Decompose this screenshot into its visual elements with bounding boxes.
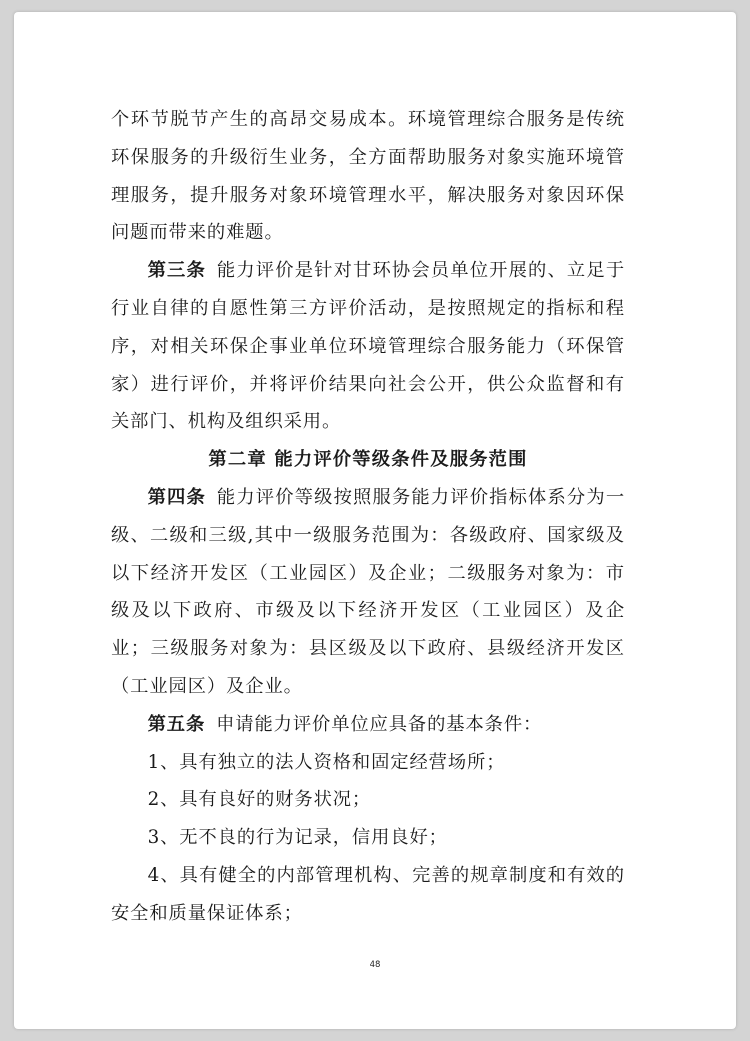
article-4-text: 能力评价等级按照服务能力评价指标体系分为一级、二级和三级,其中一级服务范围为：各级政府、国家级及以下经济开发区（工业园区）及企业；二级服务对象为：市级及以下政府、市级及以下经济开发区（工业园区）及企业；三级服务对象为：县区级及以下政府、县级经济开发区（工业园区）及企业。 [111, 486, 625, 697]
chapter-2-title: 第二章 能力评价等级条件及服务范围 [208, 449, 528, 471]
article-3-label: 第三条 [147, 260, 206, 282]
article-3 [111, 252, 625, 441]
article-4 [111, 479, 625, 706]
article-4-label: 第四条 [147, 486, 206, 508]
page-number: 48 [369, 960, 381, 970]
article-5-item: 3、无不良的行为记录，信用良好； [147, 827, 448, 849]
intro-paragraph: 个环节脱节产生的高昂交易成本。环境管理综合服务是传统环保服务的升级衍生业务，全方面帮助服务对象实施环境管理服务，提升服务对象环境管理水平，解决服务对象因环保问题而带来的难题。 [111, 109, 625, 244]
article-5-text: 申请能力评价单位应具备的基本条件： [216, 713, 543, 735]
article-5-item: 4、具有健全的内部管理机构、完善的规章制度和有效的安全和质量保证体系； [111, 864, 625, 924]
article-3-text: 能力评价是针对甘环协会员单位开展的、立足于行业自律的自愿性第三方评价活动，是按照规定的指标和程序，对相关环保企事业单位环境管理综合服务能力（环保管家）进行评价，并将评价结果向社会公开，供公众监督和有关部门、机构及组织采用。 [111, 260, 625, 433]
article-5-label: 第五条 [147, 713, 206, 735]
document-body [111, 101, 625, 933]
article-5-item: 1、具有独立的法人资格和固定经营场所； [147, 751, 506, 773]
article-5 [111, 706, 625, 744]
article-5-item: 2、具有良好的财务状况； [147, 789, 372, 811]
